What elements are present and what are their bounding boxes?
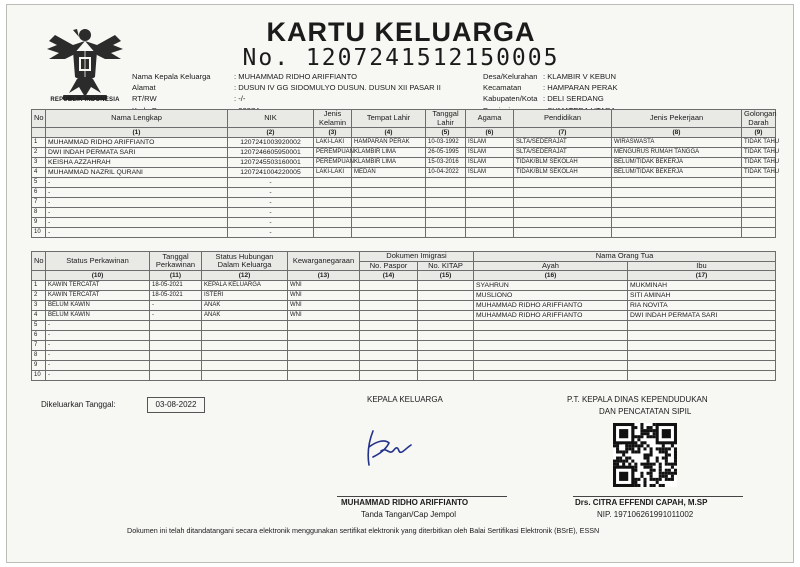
- status-table: [31, 251, 776, 381]
- info-left-value: : -/-: [234, 94, 246, 104]
- t1-cell: [742, 218, 776, 228]
- t1-cell: [612, 228, 742, 238]
- t2-cell: [288, 361, 360, 371]
- t2-header-kewarganegaraan: Kewarganegaraan: [288, 252, 360, 271]
- official-title-1: P.T. KEPALA DINAS KEPENDUDUKAN: [567, 395, 708, 404]
- t1-cell: [742, 198, 776, 208]
- t1-cell: 1: [32, 138, 46, 148]
- t1-header: Golongan Darah: [742, 110, 776, 128]
- t2-cell: [202, 321, 288, 331]
- official-nip: NIP. 197106261991011002: [597, 510, 694, 519]
- t1-cell: KLAMBIR LIMA: [352, 158, 426, 168]
- t1-cell: 2: [32, 148, 46, 158]
- t1-colnum: (1): [46, 128, 228, 138]
- t1-cell: LAKI-LAKI: [314, 138, 352, 148]
- t1-cell: DWI INDAH PERMATA SARI: [46, 148, 228, 158]
- table-row: [32, 188, 776, 198]
- t2-header-nama-orang-tua: Nama Orang Tua: [474, 252, 776, 262]
- t1-cell: [466, 208, 514, 218]
- info-right-row: [483, 94, 620, 103]
- family-card-document: [6, 4, 794, 563]
- t2-cell: [288, 331, 360, 341]
- t2-cell: [418, 291, 474, 301]
- head-signature-icon: [359, 427, 419, 471]
- head-sign-line: [337, 496, 507, 497]
- t2-cell: 9: [32, 361, 46, 371]
- t1-cell: [314, 218, 352, 228]
- issued-label: Dikeluarkan Tanggal:: [41, 400, 116, 409]
- t2-colnum: (12): [202, 271, 288, 281]
- t2-cell: ANAK: [202, 311, 288, 321]
- t1-cell: 10-03-1992: [426, 138, 466, 148]
- info-left-row: [132, 72, 443, 81]
- t2-colnum-row: [32, 271, 776, 281]
- t1-cell: ISLAM: [466, 158, 514, 168]
- t1-colnum: (6): [466, 128, 514, 138]
- card-number: No. 1207241512150005: [242, 45, 560, 71]
- table-row: [32, 371, 776, 381]
- t1-cell: KLAMBIR LIMA: [352, 148, 426, 158]
- t2-colnum: (10): [46, 271, 150, 281]
- info-right-label: Desa/Kelurahan: [483, 72, 538, 81]
- t2-cell: -: [46, 351, 150, 361]
- t1-cell: [514, 188, 612, 198]
- t1-header: Tempat Lahir: [352, 110, 426, 128]
- t2-cell: -: [46, 331, 150, 341]
- t1-cell: [314, 228, 352, 238]
- t1-cell: 15-03-2016: [426, 158, 466, 168]
- t2-cell: [202, 351, 288, 361]
- t2-cell: [202, 361, 288, 371]
- t1-cell: 26-05-1995: [426, 148, 466, 158]
- t2-cell: [150, 361, 202, 371]
- t1-header: Jenis Kelamin: [314, 110, 352, 128]
- t1-cell: [514, 208, 612, 218]
- info-right-row: [483, 83, 620, 92]
- t1-cell: [466, 178, 514, 188]
- t2-cell: [418, 281, 474, 291]
- t2-cell: [474, 361, 628, 371]
- t2-cell: WNI: [288, 281, 360, 291]
- t1-cell: [426, 218, 466, 228]
- t1-cell: [426, 188, 466, 198]
- t2-cell: 6: [32, 331, 46, 341]
- t2-cell: [360, 371, 418, 381]
- t1-cell: -: [46, 198, 228, 208]
- t1-header: Jenis Pekerjaan: [612, 110, 742, 128]
- t2-cell: 7: [32, 341, 46, 351]
- t1-colnum: (7): [514, 128, 612, 138]
- head-title: KEPALA KELUARGA: [367, 395, 443, 404]
- t2-cell: [418, 351, 474, 361]
- t1-cell: [426, 178, 466, 188]
- t1-cell: [352, 208, 426, 218]
- t1-cell: ISLAM: [466, 148, 514, 158]
- t2-cell: [628, 321, 776, 331]
- table-row: [32, 168, 776, 178]
- t1-cell: [352, 188, 426, 198]
- t2-cell: -: [46, 371, 150, 381]
- t2-cell: [474, 351, 628, 361]
- t2-header-tanggal-perkawinan: Tanggal Perkawinan: [150, 252, 202, 271]
- t2-cell: WNI: [288, 301, 360, 311]
- t1-header: NIK: [228, 110, 314, 128]
- t1-colnum: (3): [314, 128, 352, 138]
- t1-cell: TIDAK TAHU: [742, 138, 776, 148]
- t2-cell: MUHAMMAD RIDHO ARIFFIANTO: [474, 311, 628, 321]
- t1-cell: PEREMPUAN: [314, 148, 352, 158]
- t1-cell: MUHAMMAD RIDHO ARIFFIANTO: [46, 138, 228, 148]
- t2-cell: SITI AMINAH: [628, 291, 776, 301]
- info-right-value: : DELI SERDANG: [543, 94, 604, 104]
- t2-cell: -: [46, 321, 150, 331]
- t2-cell: DWI INDAH PERMATA SARI: [628, 311, 776, 321]
- t2-header-status-hubungan: Status Hubungan Dalam Keluarga: [202, 252, 288, 271]
- t1-cell: [466, 188, 514, 198]
- t2-colnum: (15): [418, 271, 474, 281]
- t2-cell: [288, 371, 360, 381]
- t2-cell: [474, 321, 628, 331]
- t1-cell: ISLAM: [466, 138, 514, 148]
- t2-cell: [150, 351, 202, 361]
- t2-cell: [628, 331, 776, 341]
- t2-cell: -: [150, 301, 202, 311]
- t2-colnum: (13): [288, 271, 360, 281]
- t1-cell: MEDAN: [352, 168, 426, 178]
- disclaimer: Dokumen ini telah ditandatangani secara elektronik menggunakan sertifikat elektronik yang diterbitkan oleh Balai Sertifikasi Elektronik (BSrE), ESSN: [127, 526, 600, 535]
- t1-cell: -: [46, 178, 228, 188]
- t2-header-ibu: Ibu: [628, 261, 776, 271]
- t1-cell: -: [228, 188, 314, 198]
- t1-cell: [426, 228, 466, 238]
- t2-header-dokumen-imigrasi: Dokumen Imigrasi: [360, 252, 474, 262]
- t1-header: Agama: [466, 110, 514, 128]
- t1-cell: 1207241003920002: [228, 138, 314, 148]
- t1-cell: -: [228, 178, 314, 188]
- t2-cell: [288, 341, 360, 351]
- t2-cell: [288, 321, 360, 331]
- t1-cell: PEREMPUAN: [314, 158, 352, 168]
- t1-cell: [466, 198, 514, 208]
- t1-cell: TIDAK TAHU: [742, 168, 776, 178]
- t1-cell: 1207245503160001: [228, 158, 314, 168]
- info-left-label: RT/RW: [132, 94, 157, 104]
- t1-cell: [514, 198, 612, 208]
- t2-cell: [150, 331, 202, 341]
- t1-cell: MENGURUS RUMAH TANGGA: [612, 148, 742, 158]
- t2-cell: MUHAMMAD RIDHO ARIFFIANTO: [474, 301, 628, 311]
- t1-cell: [612, 198, 742, 208]
- t1-cell: SLTA/SEDERAJAT: [514, 148, 612, 158]
- t1-colnum: (9): [742, 128, 776, 138]
- t2-cell: BELUM KAWIN: [46, 301, 150, 311]
- t2-cell: WNI: [288, 311, 360, 321]
- t1-cell: BELUM/TIDAK BEKERJA: [612, 168, 742, 178]
- t2-cell: [288, 351, 360, 361]
- t1-cell: -: [46, 208, 228, 218]
- table-row: [32, 228, 776, 238]
- table-row: [32, 148, 776, 158]
- t2-cell: ANAK: [202, 301, 288, 311]
- t1-cell: SLTA/SEDERAJAT: [514, 138, 612, 148]
- t2-cell: 18-05-2021: [150, 291, 202, 301]
- t1-header: Nama Lengkap: [46, 110, 228, 128]
- t1-cell: 10-04-2022: [426, 168, 466, 178]
- t1-cell: [466, 228, 514, 238]
- t2-cell: 2: [32, 291, 46, 301]
- head-caption: Tanda Tangan/Cap Jempol: [361, 510, 457, 519]
- table-row: [32, 291, 776, 301]
- t1-cell: [352, 228, 426, 238]
- info-left-row: [132, 83, 443, 92]
- t1-cell: KEISHA AZZAHRAH: [46, 158, 228, 168]
- t2-cell: MUSLIONO: [474, 291, 628, 301]
- t2-cell: 3: [32, 301, 46, 311]
- t1-cell: 4: [32, 168, 46, 178]
- t2-cell: KAWIN TERCATAT: [46, 281, 150, 291]
- info-left-value: : MUHAMMAD RIDHO ARIFFIANTO: [234, 72, 358, 81]
- t2-colnum: (14): [360, 271, 418, 281]
- t1-cell: [352, 178, 426, 188]
- t2-cell: [418, 361, 474, 371]
- table-row: [32, 331, 776, 341]
- t1-cell: WIRASWASTA: [612, 138, 742, 148]
- t2-cell: [418, 371, 474, 381]
- t2-header-no-paspor: No. Paspor: [360, 261, 418, 271]
- table-row: [32, 341, 776, 351]
- t2-colnum: (11): [150, 271, 202, 281]
- t1-cell: 6: [32, 188, 46, 198]
- t2-cell: -: [150, 311, 202, 321]
- t2-cell: [628, 351, 776, 361]
- info-right-label: Kabupaten/Kota: [483, 94, 538, 104]
- t2-cell: [360, 281, 418, 291]
- republic-label: REPUBLIK INDONESIA: [50, 97, 120, 103]
- info-left-value: : DUSUN IV GG SIDOMULYO DUSUN. DUSUN XII PASAR II: [234, 83, 441, 93]
- t1-colnum-row: [32, 128, 776, 138]
- t1-cell: -: [228, 228, 314, 238]
- t2-cell: [360, 361, 418, 371]
- t1-cell: 1207241004220005: [228, 168, 314, 178]
- table-row: [32, 321, 776, 331]
- t1-cell: [742, 228, 776, 238]
- qr-code-icon: [613, 423, 677, 487]
- t1-cell: -: [46, 218, 228, 228]
- t1-cell: 1207246605950001: [228, 148, 314, 158]
- t1-cell: [314, 198, 352, 208]
- t1-cell: -: [46, 188, 228, 198]
- t2-cell: [150, 321, 202, 331]
- official-title-2: DAN PENCATATAN SIPIL: [599, 407, 692, 416]
- t1-cell: [612, 218, 742, 228]
- t2-cell: [360, 301, 418, 311]
- t2-cell: 1: [32, 281, 46, 291]
- t1-colnum: (8): [612, 128, 742, 138]
- t2-cell: RIA NOVITA: [628, 301, 776, 311]
- t2-cell: [360, 331, 418, 341]
- t2-cell: [150, 371, 202, 381]
- t2-cell: [360, 341, 418, 351]
- t1-cell: [514, 218, 612, 228]
- t1-cell: [612, 178, 742, 188]
- t2-cell: [418, 301, 474, 311]
- table-row: [32, 351, 776, 361]
- t2-header-no: No: [32, 252, 46, 271]
- t2-cell: SYAHRUN: [474, 281, 628, 291]
- t1-cell: TIDAK/BLM SEKOLAH: [514, 158, 612, 168]
- t2-colnum: (16): [474, 271, 628, 281]
- t2-cell: [202, 371, 288, 381]
- t1-cell: 9: [32, 218, 46, 228]
- t2-cell: [418, 321, 474, 331]
- t1-header: Tanggal Lahir: [426, 110, 466, 128]
- t1-header: Pendidikan: [514, 110, 612, 128]
- t2-cell: [360, 351, 418, 361]
- official-name: Drs. CITRA EFFENDI CAPAH, M.SP: [575, 498, 708, 507]
- table-row: [32, 301, 776, 311]
- t2-cell: ISTERI: [202, 291, 288, 301]
- t1-cell: -: [228, 218, 314, 228]
- t2-cell: [474, 371, 628, 381]
- t2-cell: 5: [32, 321, 46, 331]
- t2-colnum: (17): [628, 271, 776, 281]
- t1-cell: TIDAK TAHU: [742, 158, 776, 168]
- table-row: [32, 218, 776, 228]
- t1-cell: [314, 188, 352, 198]
- t2-cell: 10: [32, 371, 46, 381]
- t2-cell: MUKMINAH: [628, 281, 776, 291]
- official-sign-line: [573, 496, 743, 497]
- t2-cell: 8: [32, 351, 46, 361]
- t1-cell: [612, 208, 742, 218]
- t1-cell: [426, 198, 466, 208]
- info-left-label: Alamat: [132, 83, 156, 93]
- info-right-row: [483, 72, 620, 81]
- t1-cell: [352, 218, 426, 228]
- t2-header-ayah: Ayah: [474, 261, 628, 271]
- t2-cell: [418, 311, 474, 321]
- t1-cell: 5: [32, 178, 46, 188]
- t1-colnum: (5): [426, 128, 466, 138]
- t1-cell: [742, 188, 776, 198]
- t2-cell: [418, 331, 474, 341]
- t1-cell: [742, 178, 776, 188]
- t2-cell: 18-05-2021: [150, 281, 202, 291]
- t2-cell: 4: [32, 311, 46, 321]
- t1-colnum: (4): [352, 128, 426, 138]
- t2-cell: -: [46, 361, 150, 371]
- t2-cell: [360, 311, 418, 321]
- t2-cell: WNI: [288, 291, 360, 301]
- t1-cell: [742, 208, 776, 218]
- t2-header-no-kitap: No. KITAP: [418, 261, 474, 271]
- info-right-value: : KLAMBIR V KEBUN: [543, 72, 617, 81]
- t1-header: No: [32, 110, 46, 128]
- t1-cell: -: [46, 228, 228, 238]
- table-row: [32, 311, 776, 321]
- t1-cell: [352, 198, 426, 208]
- t1-cell: [314, 178, 352, 188]
- info-left-label: Nama Kepala Keluarga: [132, 72, 211, 81]
- t1-cell: BELUM/TIDAK BEKERJA: [612, 158, 742, 168]
- t1-cell: [466, 218, 514, 228]
- head-name: MUHAMMAD RIDHO ARIFFIANTO: [341, 498, 469, 507]
- t2-cell: [202, 331, 288, 341]
- t1-cell: [426, 208, 466, 218]
- t2-cell: [150, 341, 202, 351]
- table-row: [32, 208, 776, 218]
- members-table: [31, 109, 780, 238]
- t1-cell: -: [228, 208, 314, 218]
- t1-colnum: (2): [228, 128, 314, 138]
- t2-cell: [474, 341, 628, 351]
- t2-cell: [474, 331, 628, 341]
- t1-cell: [314, 208, 352, 218]
- info-left-row: [132, 94, 443, 103]
- info-right-label: Kecamatan: [483, 83, 522, 93]
- table-row: [32, 178, 776, 188]
- t2-cell: BELUM KAWIN: [46, 311, 150, 321]
- t1-cell: [612, 188, 742, 198]
- t1-cell: 8: [32, 208, 46, 218]
- t1-cell: HAMPARAN PERAK: [352, 138, 426, 148]
- table-row: [32, 281, 776, 291]
- t2-cell: [418, 341, 474, 351]
- t2-cell: [360, 321, 418, 331]
- t2-cell: KAWIN TERCATAT: [46, 291, 150, 301]
- t1-cell: -: [228, 198, 314, 208]
- t2-cell: [628, 371, 776, 381]
- t1-colnum: [32, 128, 46, 138]
- t1-cell: 7: [32, 198, 46, 208]
- t1-cell: MUHAMMAD NAZRIL QURANI: [46, 168, 228, 178]
- info-right-value: : HAMPARAN PERAK: [543, 83, 618, 93]
- t1-cell: [514, 178, 612, 188]
- issued-date: 03-08-2022: [147, 397, 205, 413]
- t1-cell: 10: [32, 228, 46, 238]
- table-row: [32, 361, 776, 371]
- table-row: [32, 138, 776, 148]
- t2-cell: [360, 291, 418, 301]
- t1-cell: [514, 228, 612, 238]
- document-title: KARTU KELUARGA: [266, 17, 536, 47]
- t2-colnum: [32, 271, 46, 281]
- t2-cell: [628, 361, 776, 371]
- t2-cell: -: [46, 341, 150, 351]
- t2-cell: [628, 341, 776, 351]
- t2-cell: [202, 341, 288, 351]
- t1-cell: LAKI-LAKI: [314, 168, 352, 178]
- t2-cell: KEPALA KELUARGA: [202, 281, 288, 291]
- t1-cell: 3: [32, 158, 46, 168]
- t1-cell: TIDAK TAHU: [742, 148, 776, 158]
- table-row: [32, 158, 776, 168]
- t2-header-status-perkawinan: Status Perkawinan: [46, 252, 150, 271]
- t1-cell: TIDAK/BLM SEKOLAH: [514, 168, 612, 178]
- t1-cell: ISLAM: [466, 168, 514, 178]
- table-row: [32, 198, 776, 208]
